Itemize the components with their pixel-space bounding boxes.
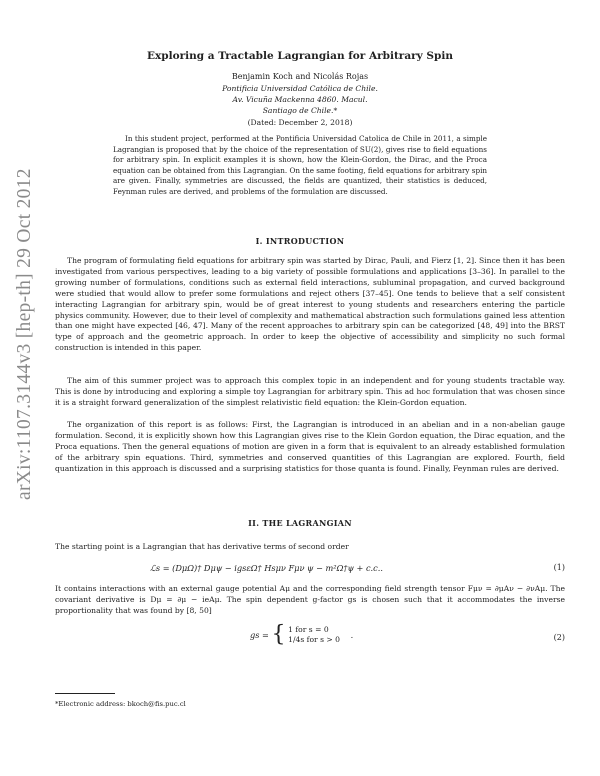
date-line: (Dated: December 2, 2018) — [247, 118, 353, 127]
abstract: In this student project, performed at the Pontificia Universidad Catolica de Chile in 2011, a simple Lagrangian is proposed that by the choice of the representation of SU(2), gives rise to field equations for arbitrary spin. In explicit examples it is shown, how the Klein-Gordon, the Dirac, and the Proca equation can be obtained from this Lagrangian. On the same footing, field equations for arbitrary spin are given. Finally, symmetries are discussed, the fields are quantized, their statistics is deduced, Feynman rules are derived, and problems of the formulation are discussed. — [113, 134, 487, 196]
arxiv-stamp: arXiv:1107.3144v3 [hep-th] 29 Oct 2012 — [14, 168, 35, 500]
equation-2-number: (2) — [553, 633, 565, 642]
footnote: *Electronic address: bkoch@fis.puc.cl — [55, 700, 186, 708]
equation-1-number: (1) — [553, 563, 565, 572]
lagrangian-paragraph-2: It contains interactions with an external gauge potential Aμ and the corresponding field strength tensor Fμν = ∂μAν − ∂νAμ. The covariant derivative is Dμ = ∂μ − ieAμ. The spin dependent g-factor gs is chosen such that it accommodates the inverse proportionality that was found by [8, 50] — [55, 584, 565, 615]
intro-paragraph-1: The program of formulating field equations for arbitrary spin was started by Dirac, Pauli, and Fierz [1, 2]. Since then it has been investigated from various perspectives, leading to a big variety of possible formulations and applications [3–36]. In parallel to the growing number of formulations, conditions such as external field interactions, subluminal propagation, and curved background were studied that would allow to prefer some formulations and reject others [37–45]. One tends to believe that a self consistent interacting Lagrangian for arbitrary spin, would be of great interest to young students and researchers entering the particle physics community. However, due to their level of complexity and mathematical abstraction such formulations gained less attention than one might have expected [46, 47]. Many of the recent approaches to arbitrary spin can be categorized [48, 49] into the BRST type of approach and the geometric approach. In order to keep the objective of accessibility and simplicity no such formal construction is intended in this paper. — [55, 256, 565, 353]
equation-2-case-1: 1 for s = 0 — [288, 625, 329, 634]
equation-2-case-2: 1/4s for s > 0 — [288, 635, 341, 644]
section-heading-lagrangian: II. THE LAGRANGIAN — [248, 518, 352, 528]
lagrangian-paragraph-1: The starting point is a Lagrangian that has derivative terms of second order — [55, 542, 349, 551]
equation-2-brace: { — [271, 622, 286, 647]
author-list: Benjamin Koch and Nicolás Rojas — [231, 72, 369, 81]
intro-paragraph-3: The organization of this report is as follows: First, the Lagrangian is introduced in an abelian and in a non-abelian gauge formulation. Second, it is explicitly shown how this Lagrangian gives rise to the Klein Gordon equation, the Dirac equation, and the Proca equations. Then the general equations of motion are given in a form that is equivalent to an already established formulation of the arbitrary spin equations. Third, symmetries and conserved quantities of this Lagrangian are explored. Fourth, field quantization in this approach is discussed and a surprising statistics for those quanta is found. Finally, Feynman rules are derived. — [55, 420, 565, 473]
footnote-rule — [55, 693, 115, 694]
intro-paragraph-2: The aim of this summer project was to approach this complex topic in an independent and for young students tractable way. This is done by introducing and exploring a simple toy Lagrangian for arbitrary spin. This ad hoc formulation that was chosen since it is a straight forward generalization of the simplest relativistic field equation: the Klein-Gordon equation. — [55, 376, 565, 407]
equation-2-lhs: gs = — [250, 630, 269, 640]
affiliation-line-2: Av. Vicuña Mackenna 4860. Macul. — [232, 95, 368, 104]
equation-2-cases — [288, 625, 340, 645]
equation-1: ℒs = (DμΩ)† Dμψ − igsεΩ† Hsμν Fμν ψ − m²Ω†ψ + c.c.. — [150, 563, 383, 573]
section-heading-introduction: I. INTRODUCTION — [255, 236, 345, 246]
affiliation-line-3: Santiago de Chile.* — [262, 106, 338, 115]
affiliation-line-1: Pontificia Universidad Católica de Chile. — [222, 84, 378, 93]
equation-2-tail: . — [350, 630, 354, 640]
paper-title: Exploring a Tractable Lagrangian for Arbitrary Spin — [147, 50, 453, 62]
equation-2 — [250, 622, 354, 647]
